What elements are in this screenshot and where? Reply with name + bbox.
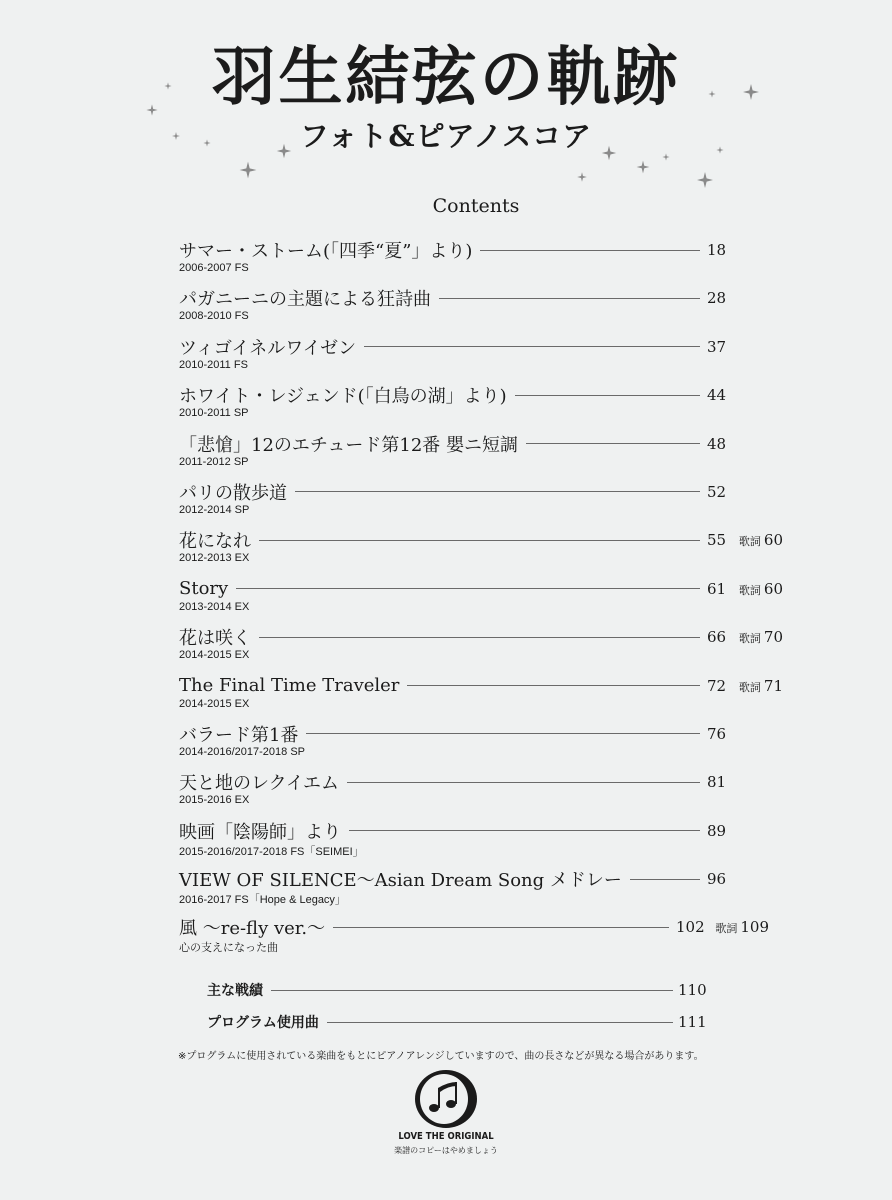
lyrics-label: 歌詞 xyxy=(738,583,761,597)
entry-page: 96 xyxy=(707,870,727,889)
entry-season: 2012-2014 SP xyxy=(179,503,250,516)
lyrics-page: 60 xyxy=(763,579,783,598)
toc-entry[interactable] xyxy=(179,672,799,720)
leader-line xyxy=(259,637,700,638)
lyrics-ref xyxy=(723,672,783,702)
entry-page: 52 xyxy=(707,482,727,501)
lyrics-page: 109 xyxy=(740,918,769,937)
toc-entry[interactable] xyxy=(179,333,799,381)
entry-page: 66 xyxy=(707,628,727,647)
entry-season: 2010-2011 FS xyxy=(179,358,248,371)
lyrics-label: 歌詞 xyxy=(738,535,761,549)
appendix-entry[interactable] xyxy=(207,974,707,1006)
toc-entry[interactable] xyxy=(179,817,799,865)
toc-entry[interactable] xyxy=(179,865,799,913)
leader-line xyxy=(347,782,700,783)
appendix-page: 111 xyxy=(678,1013,707,1031)
entry-season: 2014-2015 EX xyxy=(179,697,250,710)
entry-season: 2015-2016 EX xyxy=(179,794,250,807)
entry-title: 天と地のレクイエム xyxy=(179,773,340,795)
logo-text: LOVE THE ORIGINAL xyxy=(398,1131,494,1142)
entry-title: Story xyxy=(179,578,229,600)
lyrics-page: 71 xyxy=(763,676,783,695)
lyrics-label: 歌詞 xyxy=(715,922,738,936)
entry-page: 89 xyxy=(707,821,727,840)
lyrics-ref xyxy=(723,623,783,653)
entry-season: 2016-2017 FS「Hope & Legacy」 xyxy=(179,894,346,907)
leader-line xyxy=(349,830,700,831)
entry-season: 2010-2011 SP xyxy=(179,407,249,420)
entry-title: 風 ～re-fly ver.～ xyxy=(179,918,326,940)
lyrics-label: 歌詞 xyxy=(738,632,761,646)
entry-page: 44 xyxy=(707,386,727,405)
toc-entry[interactable] xyxy=(179,236,799,284)
entry-title: ツィゴイネルワイゼン xyxy=(179,337,357,359)
logo-subtext: 楽譜のコピーはやめましょう xyxy=(394,1146,498,1155)
entry-season: 2014-2016/2017-2018 SP xyxy=(179,745,305,758)
leader-line xyxy=(259,540,700,541)
entry-page: 55 xyxy=(707,531,727,550)
music-note-logo-icon xyxy=(406,1068,486,1130)
entry-title: VIEW OF SILENCE～Asian Dream Song メドレー xyxy=(179,870,622,892)
table-of-contents xyxy=(179,236,799,962)
leader-line xyxy=(515,395,700,396)
entry-title: パリの散歩道 xyxy=(179,482,287,504)
lyrics-label: 歌詞 xyxy=(738,680,761,694)
entry-season: 2015-2016/2017-2018 FS「SEIMEI」 xyxy=(179,845,364,858)
leader-line xyxy=(327,1022,673,1023)
toc-entry[interactable] xyxy=(179,526,799,574)
toc-entry[interactable] xyxy=(179,284,799,332)
lyrics-ref xyxy=(723,575,783,605)
entry-title: 映画「陰陽師」より xyxy=(179,821,341,843)
leader-line xyxy=(295,491,700,492)
leader-line xyxy=(630,879,700,880)
entry-page: 72 xyxy=(707,676,727,695)
leader-line xyxy=(439,298,700,299)
entry-page: 37 xyxy=(707,337,727,356)
appendix-title: 主な戦績 xyxy=(207,983,263,999)
leader-line xyxy=(407,685,700,686)
leader-line xyxy=(364,346,700,347)
leader-line xyxy=(306,733,700,734)
entry-title: 花になれ xyxy=(179,531,251,553)
footnote: ※プログラムに使用されている楽曲をもとにピアノアレンジしていますので、曲の長さなどが異なる場合があります。 xyxy=(178,1051,704,1062)
leader-line xyxy=(480,250,700,251)
entry-season: 2012-2013 EX xyxy=(179,552,250,565)
appendix-title: プログラム使用曲 xyxy=(207,1015,319,1031)
toc-entry[interactable] xyxy=(179,430,799,478)
leader-line xyxy=(526,443,700,444)
entry-season: 2014-2015 EX xyxy=(179,649,250,662)
page-subtitle: フォト&ピアノスコア xyxy=(299,119,593,153)
toc-entry[interactable] xyxy=(179,913,799,961)
entry-page: 76 xyxy=(707,724,727,743)
toc-entry[interactable] xyxy=(179,381,799,429)
entry-season: 2013-2014 EX xyxy=(179,600,250,613)
leader-line xyxy=(333,927,669,928)
entry-season: 2011-2012 SP xyxy=(179,455,249,468)
leader-line xyxy=(271,990,673,991)
leader-line xyxy=(236,588,700,589)
entry-season: 2006-2007 FS xyxy=(179,262,249,274)
entry-title: パガニーニの主題による狂詩曲 xyxy=(179,289,431,311)
entry-title: The Final Time Traveler xyxy=(179,675,400,697)
entry-title: ホワイト・レジェンド(「白鳥の湖」より) xyxy=(179,386,507,408)
entry-page: 48 xyxy=(707,434,727,453)
entry-page: 28 xyxy=(707,289,727,308)
entry-title: 「悲愴」12のエチュード第12番 嬰ニ短調 xyxy=(179,434,518,456)
toc-entry[interactable] xyxy=(179,768,799,816)
page-title: 羽生結弦の軌跡 xyxy=(211,40,681,115)
entry-page: 61 xyxy=(707,579,727,598)
appendix-entry[interactable] xyxy=(207,1006,707,1038)
appendix-page: 110 xyxy=(678,981,707,999)
toc-entry[interactable] xyxy=(179,720,799,768)
entry-season: 2008-2010 FS xyxy=(179,310,249,323)
entry-title: バラード第1番 xyxy=(179,724,299,746)
entry-page: 81 xyxy=(707,773,727,792)
toc-entry[interactable] xyxy=(179,623,799,671)
appendix-list xyxy=(207,974,727,1038)
toc-entry[interactable] xyxy=(179,575,799,623)
contents-heading: Contents xyxy=(432,195,520,217)
lyrics-ref xyxy=(709,913,769,943)
toc-entry[interactable] xyxy=(179,478,799,526)
entry-page: 102 xyxy=(676,918,705,937)
entry-title: 花は咲く xyxy=(179,628,251,650)
lyrics-page: 60 xyxy=(763,531,783,550)
entry-title: サマー・ストーム(「四季“夏”」より) xyxy=(179,241,473,262)
entry-page: 18 xyxy=(707,241,727,259)
lyrics-ref xyxy=(723,526,783,556)
entry-season: 心の支えになった曲 xyxy=(179,942,278,955)
lyrics-page: 70 xyxy=(763,628,783,647)
